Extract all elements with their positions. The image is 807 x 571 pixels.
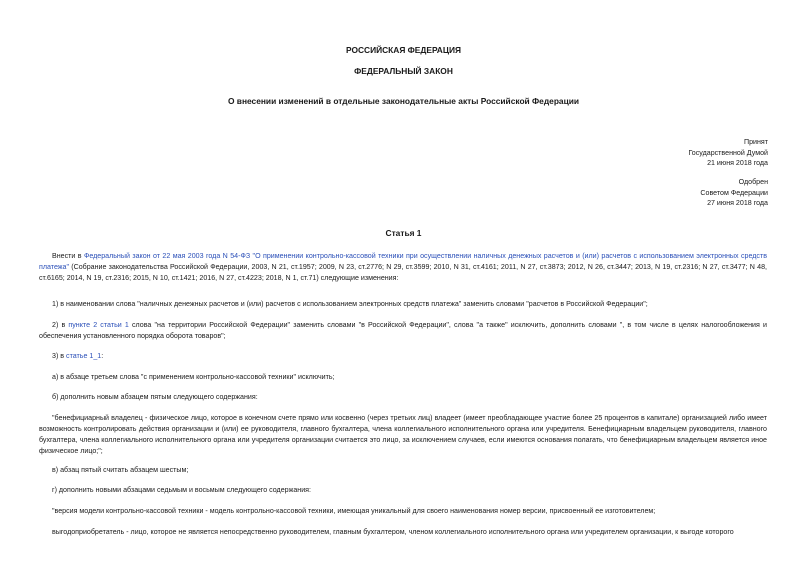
- paragraph-intro: [39, 251, 767, 284]
- article-1-point-2-link[interactable]: пункте 2 статьи 1: [68, 321, 129, 329]
- paragraph-item-1: 1) в наименовании слова "наличных денежных расчетов и (или) расчетов с использованием электронных средств платежа" заменить словами "расчетов в Российской Федерации";: [52, 300, 648, 308]
- paragraph-item-3-rest: :: [101, 352, 104, 360]
- paragraph-subitem-v: в) абзац пятый считать абзацем шестым;: [52, 466, 189, 474]
- paragraph-intro-prefix: Внести в: [52, 252, 84, 260]
- country-heading: РОССИЙСКАЯ ФЕДЕРАЦИЯ: [345, 45, 462, 55]
- paragraph-item-3: [39, 351, 767, 362]
- approval-line: Одобрен: [738, 178, 768, 186]
- approval-date: 27 июня 2018 года: [707, 199, 768, 208]
- article-1-1-link[interactable]: статье 1_1: [66, 352, 102, 360]
- approval-block: [700, 177, 768, 209]
- paragraph-item-2-rest: слова "на территории Российской Федерации" заменить словами "в Российской Федерации", слова "а также" исключить, дополнить словами ", в том числе в целях налогообложения и обеспечения установленного порядка оборота товаров";: [39, 321, 767, 341]
- document-title: О внесении изменений в отдельные законодательные акты Российской Федерации: [227, 96, 580, 106]
- paragraph-subitem-b: б) дополнить новым абзацем пятым следующего содержания:: [52, 393, 258, 401]
- paragraph-subitem-g: г) дополнить новыми абзацами седьмым и восьмым следующего содержания:: [52, 486, 311, 494]
- adoption-body: Государственной Думой: [688, 148, 768, 157]
- paragraph-beneficiary-party-definition: выгодоприобретатель - лицо, которое не является непосредственно руководителем, главным бухгалтером, членом коллегиального исполнительного органа или учредителем организации, к выгоде которого: [52, 528, 734, 536]
- paragraph-item-3-prefix: 3) в: [52, 352, 67, 360]
- paragraph-item-2: [39, 320, 767, 342]
- adoption-line: Принят: [743, 138, 768, 146]
- adoption-date: 21 июня 2018 года: [707, 159, 768, 168]
- law-title-link[interactable]: "О применении контрольно-кассовой техники при осуществлении наличных денежных расчетов и (или) расчетов с использованием электронных средств платежа": [39, 252, 767, 272]
- paragraph-item-2-prefix: 2) в: [52, 321, 69, 329]
- paragraph-model-version-definition: "версия модели контрольно-кассовой техники - модель контрольно-кассовой техники, имеющая уникальный для своего наименования номер версии, присвоенный ее изготовителем;: [52, 507, 656, 515]
- approval-body: Советом Федерации: [700, 188, 768, 197]
- adoption-block: [688, 137, 768, 169]
- paragraph-beneficiary-definition: "бенефициарный владелец - физическое лицо, которое в конечном счете прямо или косвенно (через третьих лиц) владеет (имеет преобладающее участие более 25 процентов в капитале) организацией либо имеет возможность контролировать действия организации и (или) ее руководителя, главного бухгалтера, члена коллегиального исполнительного органа или учредителя. Бенефициарным владельцем руководителя, главного бухгалтера, члена коллегиального исполнительного органа или учредителя организации считается это лицо, за исключением случаев, если имеются основания полагать, что бенефициарным владельцем является иное физическое лицо;";: [39, 414, 767, 456]
- paragraph-intro-rest: (Собрание законодательства Российской Федерации, 2003, N 21, ст.1957; 2009, N 23, ст.2776; N 29, ст.3599; 2010, N 31, ст.4161; 2011, N 27, ст.3873; 2012, N 26, ст.3447; 2013, N 19, ст.2316; N 27, ст.3477; N 48, ст.6165; 2014, N 19, ст.2316; 2015, N 10, ст.1421; 2016, N 27, ст.4223; 2018, N 1, ст.71) следующие изменения:: [39, 263, 767, 283]
- document-type-heading: ФЕДЕРАЛЬНЫЙ ЗАКОН: [354, 66, 453, 76]
- federal-law-link[interactable]: Федеральный закон от 22 мая 2003 года N 54-ФЗ: [83, 252, 251, 260]
- article-heading: Статья 1: [385, 228, 422, 238]
- paragraph-subitem-a: а) в абзаце третьем слова "с применением контрольно-кассовой техники" исключить;: [52, 373, 335, 381]
